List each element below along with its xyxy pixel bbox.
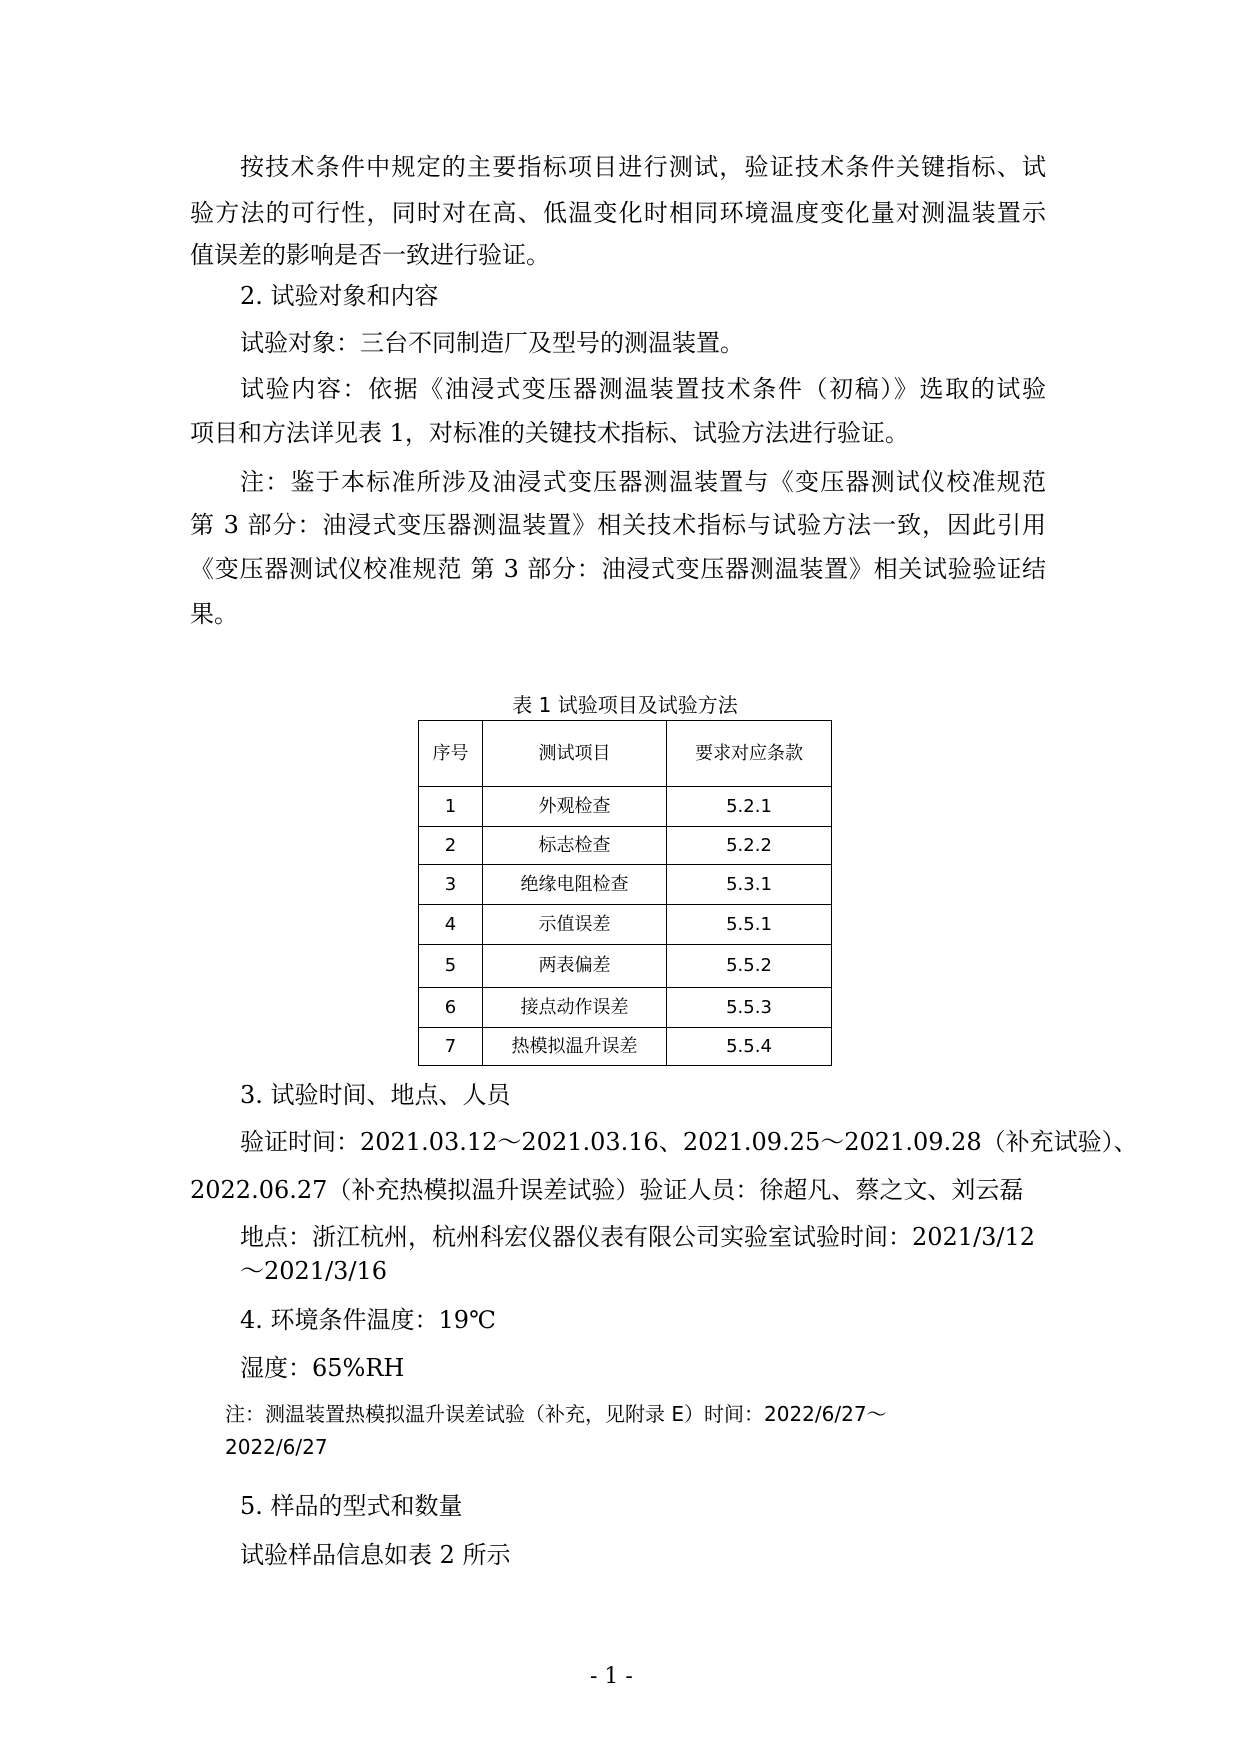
clause-cell: 5.2.2 — [667, 827, 832, 865]
clause-cell: 5.5.4 — [667, 1028, 832, 1066]
table-caption: 表 1 试验项目及试验方法 — [512, 693, 738, 717]
row-number-cell: 1 — [419, 787, 483, 827]
header-cell: 测试项目 — [483, 721, 667, 787]
place-line: 地点：浙江杭州，杭州科宏仪器仪表有限公司实验室试验时间：2021/3/12 — [240, 1223, 1036, 1251]
clause-cell: 5.5.2 — [667, 945, 832, 988]
table-header-row — [419, 721, 832, 787]
test-item-cell: 绝缘电阻检查 — [483, 865, 667, 905]
row-number-cell: 5 — [419, 945, 483, 988]
header-cell: 序号 — [419, 721, 483, 787]
table-row — [419, 905, 832, 945]
test-item-cell: 热模拟温升误差 — [483, 1028, 667, 1066]
note-line: 《变压器测试仪校准规范 第 3 部分：油浸式变压器测温装置》相关试验验证结 — [190, 555, 1046, 583]
test-items-table — [418, 720, 832, 1066]
page-number: - 1 - — [590, 1664, 633, 1689]
section-heading-3: 3. 试验时间、地点、人员 — [240, 1081, 511, 1109]
clause-cell: 5.3.1 — [667, 865, 832, 905]
row-number-cell: 6 — [419, 988, 483, 1028]
humidity: 湿度：65%RH — [240, 1354, 405, 1382]
time-line: 验证时间：2021.03.12～2021.03.16、2021.09.25～2021.09.28（补充试验）、 — [240, 1128, 1138, 1156]
clause-cell: 5.5.1 — [667, 905, 832, 945]
section-heading-5: 5. 样品的型式和数量 — [240, 1492, 463, 1520]
test-item-cell: 示值误差 — [483, 905, 667, 945]
note2-line: 注：测温装置热模拟温升误差试验（补充，见附录 E）时间：2022/6/27～ — [225, 1402, 887, 1426]
intro-line: 按技术条件中规定的主要指标项目进行测试，验证技术条件关键指标、试 — [240, 153, 1046, 181]
section-heading-4: 4. 环境条件温度：19℃ — [240, 1306, 496, 1334]
note2-line: 2022/6/27 — [225, 1435, 328, 1459]
table-row — [419, 865, 832, 905]
time-line: 2022.06.27（补充热模拟温升误差试验）验证人员：徐超凡、蔡之文、刘云磊 — [190, 1176, 1024, 1204]
section-heading-2: 2. 试验对象和内容 — [240, 282, 439, 310]
test-object: 试验对象：三台不同制造厂及型号的测温装置。 — [240, 329, 744, 357]
test-content-line: 试验内容：依据《油浸式变压器测温装置技术条件（初稿）》选取的试验 — [240, 375, 1046, 403]
intro-line: 验方法的可行性，同时对在高、低温变化时相同环境温度变化量对测温装置示 — [190, 199, 1046, 227]
header-cell: 要求对应条款 — [667, 721, 832, 787]
test-item-cell: 外观检查 — [483, 787, 667, 827]
table-row — [419, 1028, 832, 1066]
intro-line: 值误差的影响是否一致进行验证。 — [190, 241, 550, 269]
note-line: 第 3 部分：油浸式变压器测温装置》相关技术指标与试验方法一致，因此引用 — [190, 511, 1046, 539]
table-row — [419, 988, 832, 1028]
table-row — [419, 945, 832, 988]
row-number-cell: 4 — [419, 905, 483, 945]
table-row — [419, 787, 832, 827]
note-line: 注：鉴于本标准所涉及油浸式变压器测温装置与《变压器测试仪校准规范 — [240, 468, 1046, 496]
test-item-cell: 两表偏差 — [483, 945, 667, 988]
clause-cell: 5.2.1 — [667, 787, 832, 827]
note-line: 果。 — [190, 600, 238, 628]
row-number-cell: 2 — [419, 827, 483, 865]
samples-text: 试验样品信息如表 2 所示 — [240, 1541, 511, 1569]
row-number-cell: 3 — [419, 865, 483, 905]
test-item-cell: 标志检查 — [483, 827, 667, 865]
row-number-cell: 7 — [419, 1028, 483, 1066]
clause-cell: 5.5.3 — [667, 988, 832, 1028]
place-line: ～2021/3/16 — [240, 1257, 388, 1285]
table-row — [419, 827, 832, 865]
test-content-line: 项目和方法详见表 1，对标准的关键技术指标、试验方法进行验证。 — [190, 419, 909, 447]
test-item-cell: 接点动作误差 — [483, 988, 667, 1028]
